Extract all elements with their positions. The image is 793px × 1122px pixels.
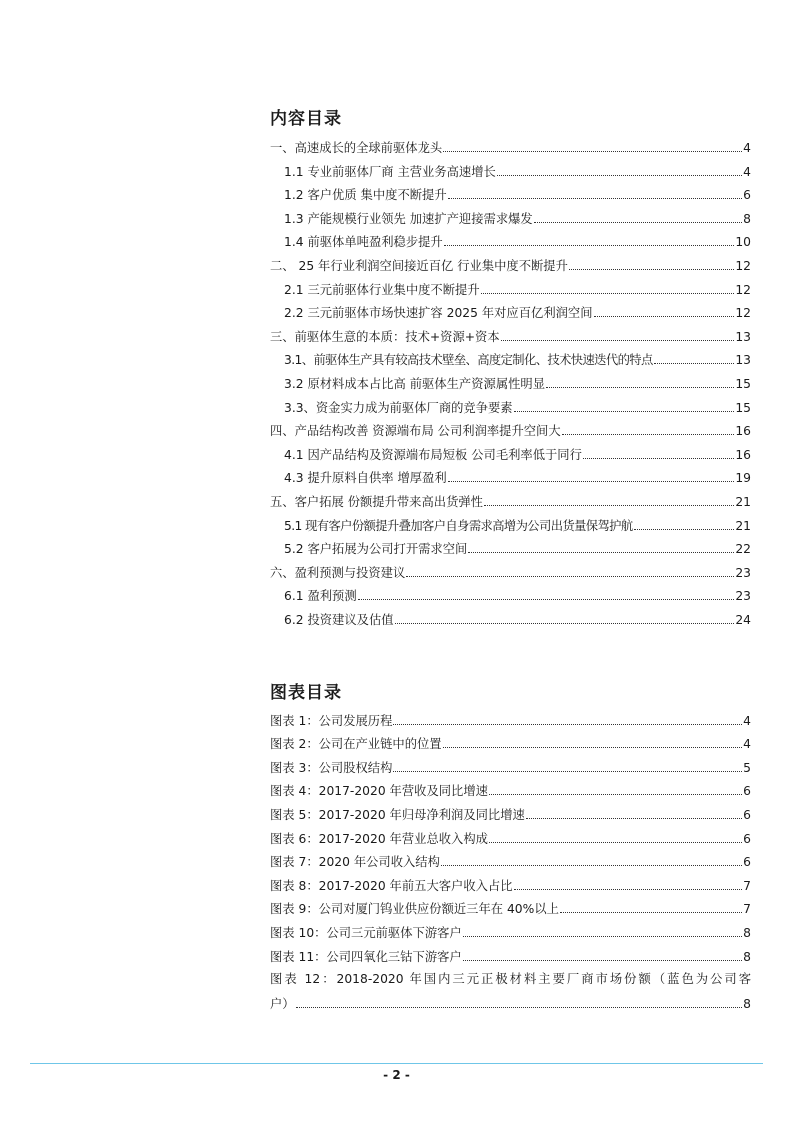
toc-entry-text: 3.2 原材料成本占比高 前驱体生产资源属性明显 xyxy=(284,377,546,391)
toc-entry-text: 2.1 三元前驱体行业集中度不断提升 xyxy=(284,283,480,297)
toc-entry-page: 13 xyxy=(735,330,751,344)
leader-dots xyxy=(296,1007,743,1008)
toc-entry-6-2[interactable] xyxy=(284,610,751,628)
figure-entry-2[interactable] xyxy=(270,734,751,752)
toc-entry-text: 三、前驱体生意的本质：技术+资源+资本 xyxy=(270,330,500,344)
figure-entry-text: 图表 1：公司发展历程 xyxy=(270,714,393,728)
toc-entry-page: 23 xyxy=(735,566,751,580)
figure-entry-11[interactable] xyxy=(270,947,751,965)
toc-entry-text: 一、高速成长的全球前驱体龙头 xyxy=(270,141,443,155)
figure-entry-text: 图表 4：2017-2020 年营收及同比增速 xyxy=(270,784,488,798)
toc-entry-text: 5.2 客户拓展为公司打开需求空间 xyxy=(284,542,468,556)
toc-entry-3-1[interactable] xyxy=(284,350,751,368)
toc-entry-text: 1.1 专业前驱体厂商 主营业务高速增长 xyxy=(284,165,496,179)
toc-entry-1-1[interactable] xyxy=(284,162,751,180)
figure-entry-text: 图表 7：2020 年公司收入结构 xyxy=(270,855,440,869)
leader-dots xyxy=(448,198,743,199)
figure-entry-4[interactable] xyxy=(270,781,751,799)
toc-entry-text: 1.2 客户优质 集中度不断提升 xyxy=(284,188,447,202)
figure-entry-page: 6 xyxy=(743,855,751,869)
figure-entry-page: 4 xyxy=(743,737,751,751)
figure-entry-12-line1[interactable] xyxy=(270,971,751,987)
toc-entry-2[interactable] xyxy=(270,256,751,274)
leader-dots xyxy=(444,245,735,246)
leader-dots xyxy=(583,458,734,459)
toc-entry-page: 12 xyxy=(735,306,751,320)
toc-entry-4-3[interactable] xyxy=(284,468,751,486)
figure-entry-page: 7 xyxy=(743,879,751,893)
toc-entry-text: 1.4 前驱体单吨盈利稳步提升 xyxy=(284,235,443,249)
leader-dots xyxy=(489,794,742,795)
figure-entry-text: 图表 8：2017-2020 年前五大客户收入占比 xyxy=(270,879,513,893)
figure-entry-page: 8 xyxy=(743,997,751,1011)
figure-entry-12[interactable] xyxy=(270,994,751,1012)
toc-entry-page: 4 xyxy=(743,165,751,179)
toc-entry-text: 4.1 因产品结构及资源端布局短板 公司毛利率低于同行 xyxy=(284,448,582,462)
footer-divider xyxy=(30,1063,763,1064)
leader-dots xyxy=(443,151,742,152)
toc-entry-text: 五、客户拓展 份额提升带来高出货弹性 xyxy=(270,495,483,509)
figure-entry-text: 图表 9：公司对厦门钨业供应份额近三年在 40%以上 xyxy=(270,902,559,916)
toc-entry-page: 16 xyxy=(735,448,751,462)
leader-dots xyxy=(562,434,735,435)
figure-entry-page: 7 xyxy=(743,902,751,916)
toc-entry-1-2[interactable] xyxy=(284,185,751,203)
toc-entry-text: 6.1 盈利预测 xyxy=(284,589,357,603)
toc-entry-page: 21 xyxy=(735,495,751,509)
toc-entry-6-1[interactable] xyxy=(284,586,751,604)
toc-entry-page: 15 xyxy=(735,377,751,391)
figure-entry-page: 6 xyxy=(743,808,751,822)
figure-entry-7[interactable] xyxy=(270,852,751,870)
toc-entry-text: 六、盈利预测与投资建议 xyxy=(270,566,406,580)
toc-entry-5[interactable] xyxy=(270,492,751,510)
leader-dots xyxy=(489,842,742,843)
figure-entry-text-cont: 户） xyxy=(270,997,295,1011)
leader-dots xyxy=(534,222,742,223)
toc-entry-page: 24 xyxy=(735,613,751,627)
figure-entry-page: 6 xyxy=(743,784,751,798)
leader-dots xyxy=(484,505,734,506)
leader-dots xyxy=(560,912,742,913)
figure-entry-text: 图表 2：公司在产业链中的位置 xyxy=(270,737,442,751)
toc-entry-text: 6.2 投资建议及估值 xyxy=(284,613,394,627)
toc-entry-text: 二、 25 年行业利润空间接近百亿 行业集中度不断提升 xyxy=(270,259,568,273)
toc-entry-text: 3.3、资金实力成为前驱体厂商的竞争要素 xyxy=(284,401,513,415)
toc-entry-page: 6 xyxy=(743,188,751,202)
leader-dots xyxy=(594,316,735,317)
leader-dots xyxy=(514,889,743,890)
toc-entry-2-1[interactable] xyxy=(284,280,751,298)
toc-entry-page: 23 xyxy=(735,589,751,603)
toc-entry-1[interactable] xyxy=(270,138,751,156)
leader-dots xyxy=(654,363,735,364)
toc-entry-page: 16 xyxy=(735,424,751,438)
leader-dots xyxy=(448,481,735,482)
figures-title: 图表目录 xyxy=(270,683,342,703)
contents-title: 内容目录 xyxy=(270,109,342,129)
figure-entry-5[interactable] xyxy=(270,805,751,823)
toc-entry-page: 12 xyxy=(735,259,751,273)
toc-entry-text: 5.1 现有客户份额提升叠加客户自身需求高增为公司出货量保驾护航 xyxy=(284,519,633,533)
figure-entry-3[interactable] xyxy=(270,758,751,776)
toc-entry-text: 2.2 三元前驱体市场快速扩容 2025 年对应百亿利润空间 xyxy=(284,306,593,320)
leader-dots xyxy=(395,623,735,624)
toc-entry-1-4[interactable] xyxy=(284,232,751,250)
leader-dots xyxy=(514,411,735,412)
figure-entry-10[interactable] xyxy=(270,923,751,941)
toc-entry-text: 4.3 提升原料自供率 增厚盈利 xyxy=(284,471,447,485)
figure-entry-page: 8 xyxy=(743,950,751,964)
figure-entry-8[interactable] xyxy=(270,876,751,894)
leader-dots xyxy=(406,576,734,577)
leader-dots xyxy=(501,340,735,341)
figure-entry-page: 6 xyxy=(743,832,751,846)
toc-entry-page: 15 xyxy=(735,401,751,415)
leader-dots xyxy=(393,724,742,725)
toc-entry-1-3[interactable] xyxy=(284,209,751,227)
figure-entry-1[interactable] xyxy=(270,711,751,729)
toc-entry-page: 21 xyxy=(735,519,751,533)
toc-entry-6[interactable] xyxy=(270,563,751,581)
leader-dots xyxy=(393,771,742,772)
toc-entry-text: 四、产品结构改善 资源端布局 公司利润率提升空间大 xyxy=(270,424,561,438)
leader-dots xyxy=(546,387,734,388)
toc-entry-3-2[interactable] xyxy=(284,374,751,392)
figure-entry-text: 图表 10：公司三元前驱体下游客户 xyxy=(270,926,462,940)
toc-entry-3[interactable] xyxy=(270,327,751,345)
toc-entry-page: 13 xyxy=(735,353,751,367)
toc-entry-page: 12 xyxy=(735,283,751,297)
figure-entry-text: 图表 11：公司四氧化三钴下游客户 xyxy=(270,950,462,964)
figure-entry-text: 图表 5：2017-2020 年归母净利润及同比增速 xyxy=(270,808,525,822)
leader-dots xyxy=(569,269,734,270)
figure-entry-text: 图表 6：2017-2020 年营业总收入构成 xyxy=(270,832,488,846)
leader-dots xyxy=(463,936,742,937)
toc-entry-4-1[interactable] xyxy=(284,445,751,463)
toc-entry-page: 4 xyxy=(743,141,751,155)
leader-dots xyxy=(481,293,735,294)
leader-dots xyxy=(358,599,735,600)
toc-entry-page: 8 xyxy=(743,212,751,226)
toc-entry-4[interactable] xyxy=(270,421,751,439)
toc-entry-3-3[interactable] xyxy=(284,398,751,416)
leader-dots xyxy=(443,747,743,748)
leader-dots xyxy=(441,865,742,866)
figure-entry-6[interactable] xyxy=(270,829,751,847)
toc-entry-text: 1.3 产能规模行业领先 加速扩产迎接需求爆发 xyxy=(284,212,533,226)
toc-entry-5-2[interactable] xyxy=(284,539,751,557)
figure-entry-text: 图表 3：公司股权结构 xyxy=(270,761,393,775)
leader-dots xyxy=(634,529,735,530)
leader-dots xyxy=(468,552,734,553)
figure-entry-page: 5 xyxy=(743,761,751,775)
figure-entry-page: 4 xyxy=(743,714,751,728)
leader-dots xyxy=(526,818,742,819)
figure-entry-page: 8 xyxy=(743,926,751,940)
leader-dots xyxy=(497,175,742,176)
figure-entry-9[interactable] xyxy=(270,899,751,917)
toc-entry-page: 19 xyxy=(735,471,751,485)
toc-entry-text: 3.1、前驱体生产具有较高技术壁垒、高度定制化、技术快速迭代的特点 xyxy=(284,353,653,367)
page-number: - 2 - xyxy=(383,1068,410,1082)
figure-entry-text: 图表 12：2018-2020 年国内三元正极材料主要厂商市场份额（蓝色为公司客 xyxy=(270,972,751,986)
toc-entry-5-1[interactable] xyxy=(284,516,751,534)
toc-entry-page: 22 xyxy=(735,542,751,556)
toc-entry-2-2[interactable] xyxy=(284,303,751,321)
toc-entry-page: 10 xyxy=(735,235,751,249)
leader-dots xyxy=(463,960,742,961)
